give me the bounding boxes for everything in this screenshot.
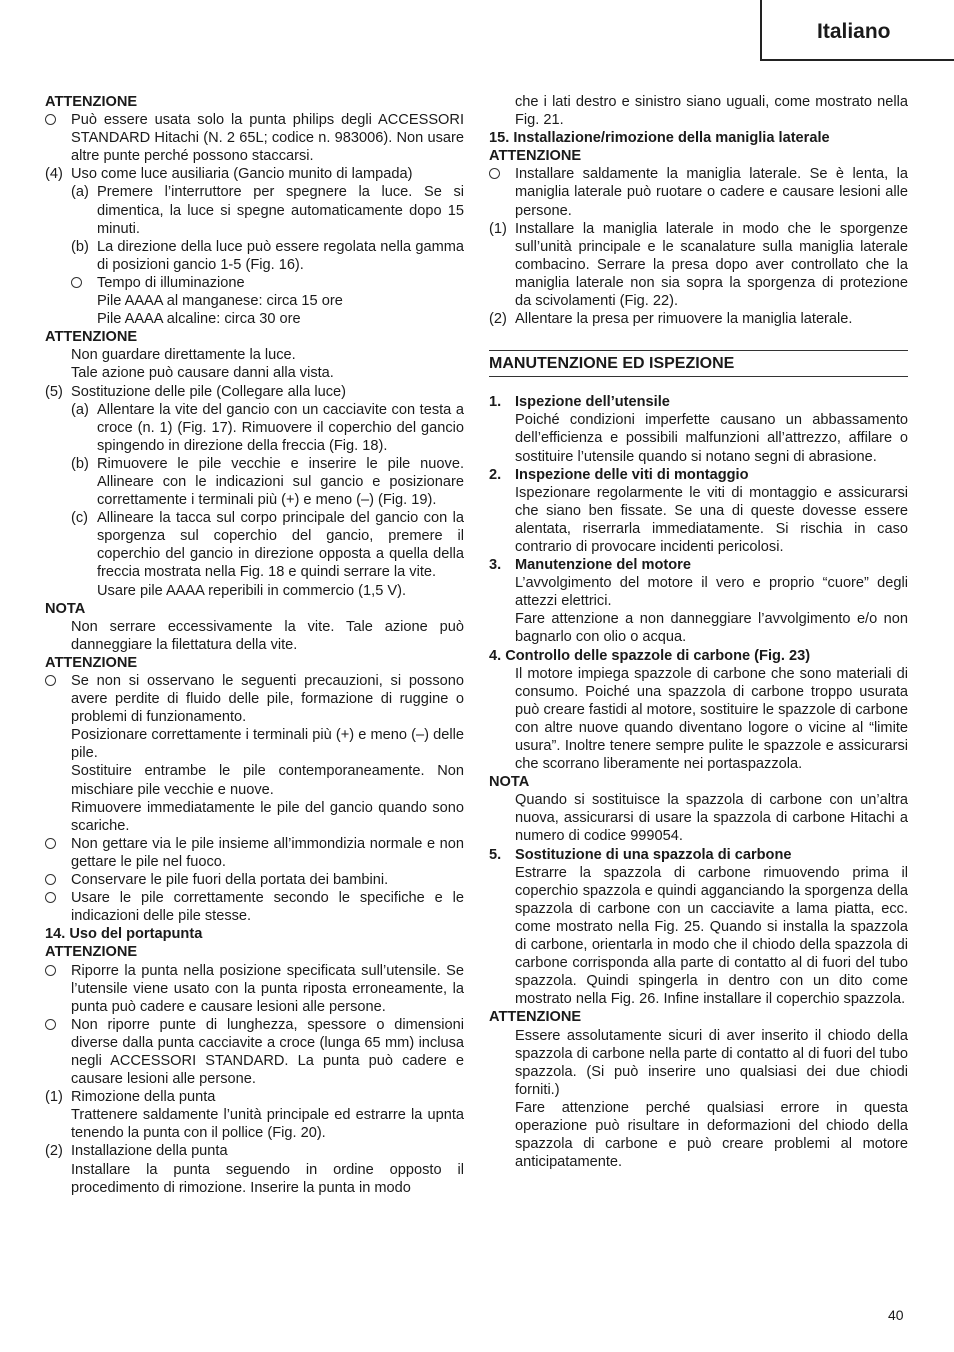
item-text: ATTENZIONE [45,654,138,671]
paragraph [45,582,464,600]
item-marker: (b) [71,455,89,472]
paragraph [45,1106,464,1142]
item-marker: (1) [489,220,507,237]
item-text: 15. Installazione/rimozione della maniglia laterale [489,130,830,147]
item-text: L’avvolgimento del motore il vero e proprio “cuore” degli attezzi elettrici. [515,575,908,610]
paragraph [45,346,464,364]
language-tab [760,0,954,61]
item-text: Non gettare via le pile insieme all’immondizia normale e non gettare le pile nel fuoco. [71,835,464,870]
item-text: Installare la punta seguendo in ordine opposto il procedimento di rimozione. Inserire la punta in modo [71,1161,464,1196]
item-text: Il motore impiega spazzole di carbone che sono materiali di consumo. Poiché una spazzola di carbone troppo usurata può creare fastidi al motore, sostituire le spazzole di carbone con altre nuove quando diventano logore o vicine al “limite usura”. Inoltre tenere sempre pulite le spazzole e assicurarsi che scorrano liberamente nei portaspazzola. [515,665,908,773]
circle-bullet-icon [45,1016,56,1035]
heading [45,925,464,943]
paragraph [489,1099,908,1171]
item-text: Fare attenzione a non danneggiare l’avvolgimento e/o non bagnarlo con olio o acqua. [515,611,908,646]
item-text: Tale azione può causare danni alla vista. [71,365,334,382]
numbered-item [45,401,464,455]
item-marker: (2) [45,1143,63,1160]
item-text: NOTA [489,774,530,791]
paragraph [489,1027,908,1099]
circle-bullet-icon [45,889,56,908]
paragraph [45,364,464,382]
heading [45,600,464,618]
item-text: Usare le pile correttamente secondo le specifiche e le indicazioni delle pile stesse. [71,890,464,925]
paragraph [489,791,908,845]
bullet-item [45,1016,464,1088]
item-marker: (1) [45,1089,63,1106]
paragraph [489,610,908,646]
item-text: ATTENZIONE [45,944,138,961]
item-text: Inspezione delle viti di montaggio [515,466,749,483]
heading [489,129,908,147]
item-text: Tempo di illuminazione [97,274,245,291]
numbered-item [489,310,908,328]
item-text: Sostituire entrambe le pile contemporaneamente. Non mischiare pile vecchie e nuove. [71,763,464,798]
heading [489,147,908,165]
paragraph [45,762,464,798]
heading [45,943,464,961]
paragraph [489,574,908,610]
numbered-item [45,165,464,183]
bullet-item [45,672,464,726]
item-text: Sostituzione delle pile (Collegare alla luce) [71,383,347,400]
item-text: Allentare la vite del gancio con un cacciavite con testa a croce (n. 1) (Fig. 17). Rimuovere il coperchio del gancio spingendo in direzione della freccia (Fig. 18). [97,401,464,454]
item-marker: (5) [45,383,63,400]
language-label: Italiano [817,20,891,43]
item-text: NOTA [45,600,86,617]
item-text: Trattenere saldamente l’unità principale ed estrarre la upnta tenendo la punta con il pollice (Fig. 20). [71,1107,464,1142]
heading [45,93,464,111]
numbered-heading [489,393,908,411]
numbered-item [45,1088,464,1106]
item-text: Installazione della punta [71,1143,228,1160]
numbered-item [45,509,464,581]
paragraph [45,292,464,310]
heading [45,654,464,672]
circle-bullet-icon [45,962,56,981]
item-text: Installare saldamente la maniglia laterale. Se è lenta, la maniglia laterale può ruotare o cadere e causare lesioni alle persone. [515,166,908,219]
numbered-item [45,238,464,274]
item-text: Riporre la punta nella posizione specificata sull’utensile. Se l’utensile viene usato con la punta riposta erroneamente, la punta può cadere e causare lesioni alle persone. [71,962,464,1015]
circle-bullet-icon [489,165,500,184]
item-text: Premere l’interruttore per spegnere la luce. Se si dimentica, la luce si spegne automaticamente dopo 15 minuti. [97,184,464,237]
paragraph [489,411,908,465]
paragraph [45,726,464,762]
item-marker: 1. [489,394,502,411]
item-text: Poiché condizioni imperfette causano un abbassamento dell’efficienza e possibili malfunzioni all’attrezzo, affilare o sostituire l’utensile quando si notano segni di abrasione. [515,412,908,465]
item-text: Non guardare direttamente la luce. [71,347,296,364]
circle-bullet-icon [45,672,56,691]
bullet-item [45,871,464,889]
item-marker: 2. [489,466,502,483]
item-marker: (4) [45,166,63,183]
left-column [45,93,464,1197]
paragraph [489,484,908,556]
numbered-item [45,383,464,401]
numbered-item [45,183,464,237]
item-text: ATTENZIONE [45,94,138,110]
item-text: Non riporre punte di lunghezza, spessore o dimensioni diverse dalla punta cacciavite a croce (lunga 65 mm) inclusa negli ACCESSORI STANDARD. La punta può cadere e causare lesioni alle persone. [71,1016,464,1088]
bullet-item [489,165,908,219]
item-text: Sostituzione di una spazzola di carbone [515,846,792,863]
bullet-item [45,889,464,925]
item-marker: 5. [489,846,502,863]
heading [489,1008,908,1026]
item-text: Allineare la tacca sul corpo principale del gancio con la sporgenza sul coperchio del gancio, premere il coperchio del gancio in direzione opposta a quella della freccia mostrata nella Fig. 18 e quindi serrare la vite. [97,510,464,581]
numbered-item [489,220,908,310]
heading [489,773,908,791]
right-column-top [489,93,908,328]
heading [489,647,908,665]
right-column-bottom [489,393,908,1171]
item-text: Pile AAAA al manganese: circa 15 ore [97,293,343,310]
item-text: Pile AAAA alcaline: circa 30 ore [97,311,301,328]
bullet-item [45,962,464,1016]
item-marker: (2) [489,311,507,328]
item-marker: 3. [489,557,502,574]
heading [45,328,464,346]
item-text: Conservare le pile fuori della portata dei bambini. [71,872,389,889]
right-column [489,93,908,1171]
item-marker: (c) [71,510,89,527]
item-text: che i lati destro e sinistro siano uguali, come mostrato nella Fig. 21. [515,94,908,129]
item-text: ATTENZIONE [489,1009,582,1026]
item-text: Uso come luce ausiliaria (Gancio munito di lampada) [71,166,413,183]
bullet-item [45,274,464,292]
section-title: MANUTENZIONE ED ISPEZIONE [489,350,908,377]
item-text: ATTENZIONE [45,329,138,346]
circle-bullet-icon [45,111,56,130]
paragraph [45,1161,464,1197]
paragraph [489,864,908,1009]
item-text: 4. Controllo delle spazzole di carbone (Fig. 23) [489,647,811,664]
item-text: Rimuovere le pile vecchie e inserire le pile nuove. Allineare con le indicazioni sul gancio e posizionare correttamente i terminali più (+) e meno (–) (Fig. 19). [97,455,464,509]
item-text: La direzione della luce può essere regolata nella gamma di posizioni gancio 1-5 (Fig. 16). [97,238,464,273]
item-text: 14. Uso del portapunta [45,926,203,943]
item-text: Usare pile AAAA reperibili in commercio (1,5 V). [97,582,407,599]
item-text: Installare la maniglia laterale in modo che le sporgenze sull’unità principale e le scanalature sulla maniglia laterale combacino. Serrare la presa dopo aver controllato che la maniglia laterale non sia sopra la sporgenza di protezione da scivolamenti (Fig. 22). [515,220,908,310]
numbered-item [45,1142,464,1160]
paragraph [45,310,464,328]
paragraph [489,665,908,774]
bullet-item [45,111,464,165]
item-marker: (b) [71,238,89,255]
circle-bullet-icon [45,835,56,854]
page-number: 40 [888,1307,904,1323]
item-text: Rimuovere immediatamente le pile del gancio quando sono scariche. [71,799,464,834]
numbered-item [45,455,464,509]
item-text: Quando si sostituisce la spazzola di carbone con un’altra nuova, assicurarsi di usare la spazzola di carbone Hitachi a numero di codice 999054. [515,792,908,845]
item-text: Posizionare correttamente i terminali più (+) e meno (–) delle pile. [71,727,464,762]
numbered-heading [489,846,908,864]
numbered-heading [489,556,908,574]
bullet-item [45,835,464,871]
item-text: Può essere usata solo la punta philips degli ACCESSORI STANDARD Hitachi (N. 2 65L; codice n. 983006). Non usare altre punte perché possono staccarsi. [71,112,464,165]
item-text: ATTENZIONE [489,148,582,165]
paragraph [489,93,908,129]
circle-bullet-icon [45,871,56,890]
item-text: Manutenzione del motore [515,557,691,574]
item-text: Allentare la presa per rimuovere la maniglia laterale. [515,311,853,328]
item-text: Ispezione dell’utensile [515,394,670,411]
paragraph [45,799,464,835]
item-marker: (a) [71,184,89,201]
item-text: Ispezionare regolarmente le viti di montaggio e assicurarsi che siano ben fissate. Se una di queste dovesse essere alentata, riserrarla immediatamente. Si rischia in caso contrario di provocare incidenti pericolosi. [515,484,908,555]
item-text: Se non si osservano le seguenti precauzioni, si possono avere perdite di fluido delle pile, formazione di ruggine o problemi di funzionamento. [71,673,464,726]
item-marker: (a) [71,401,89,418]
item-text: Non serrare eccessivamente la vite. Tale azione può danneggiare la filettatura della vite. [71,618,464,653]
item-text: Fare attenzione perché qualsiasi errore in questa operazione può risultare in deformazioni del chiodo della spazzola di carbone e può creare problemi al motore anticipatamente. [515,1099,908,1171]
item-text: Essere assolutamente sicuri di aver inserito il chiodo della spazzola di carbone nella parte di contatto al di fuori del tubo spazzola. (Si può inserire uno qualsiasi dei due chiodi forniti.) [515,1027,908,1098]
item-text: Rimozione della punta [71,1089,216,1106]
numbered-heading [489,466,908,484]
paragraph [45,618,464,654]
item-text: Estrarre la spazzola di carbone rimuovendo prima il coperchio spazzola e quindi agganciando la sporgenza della spazzola di carbone con un cacciavite a lama piatta, ecc. come mostrato nella Fig. 25. Quando si installa la spazzola di carbone, orientarla in modo che il chiodo della spazzola di carbone corrisponda alla parte di contatto al di fuori del tubo spazzola. Quindi spingerla in dentro con un dito come mostrato nella Fig. 26. Infine installare il coperchio spazzola. [515,864,908,1008]
circle-bullet-icon [71,274,82,293]
